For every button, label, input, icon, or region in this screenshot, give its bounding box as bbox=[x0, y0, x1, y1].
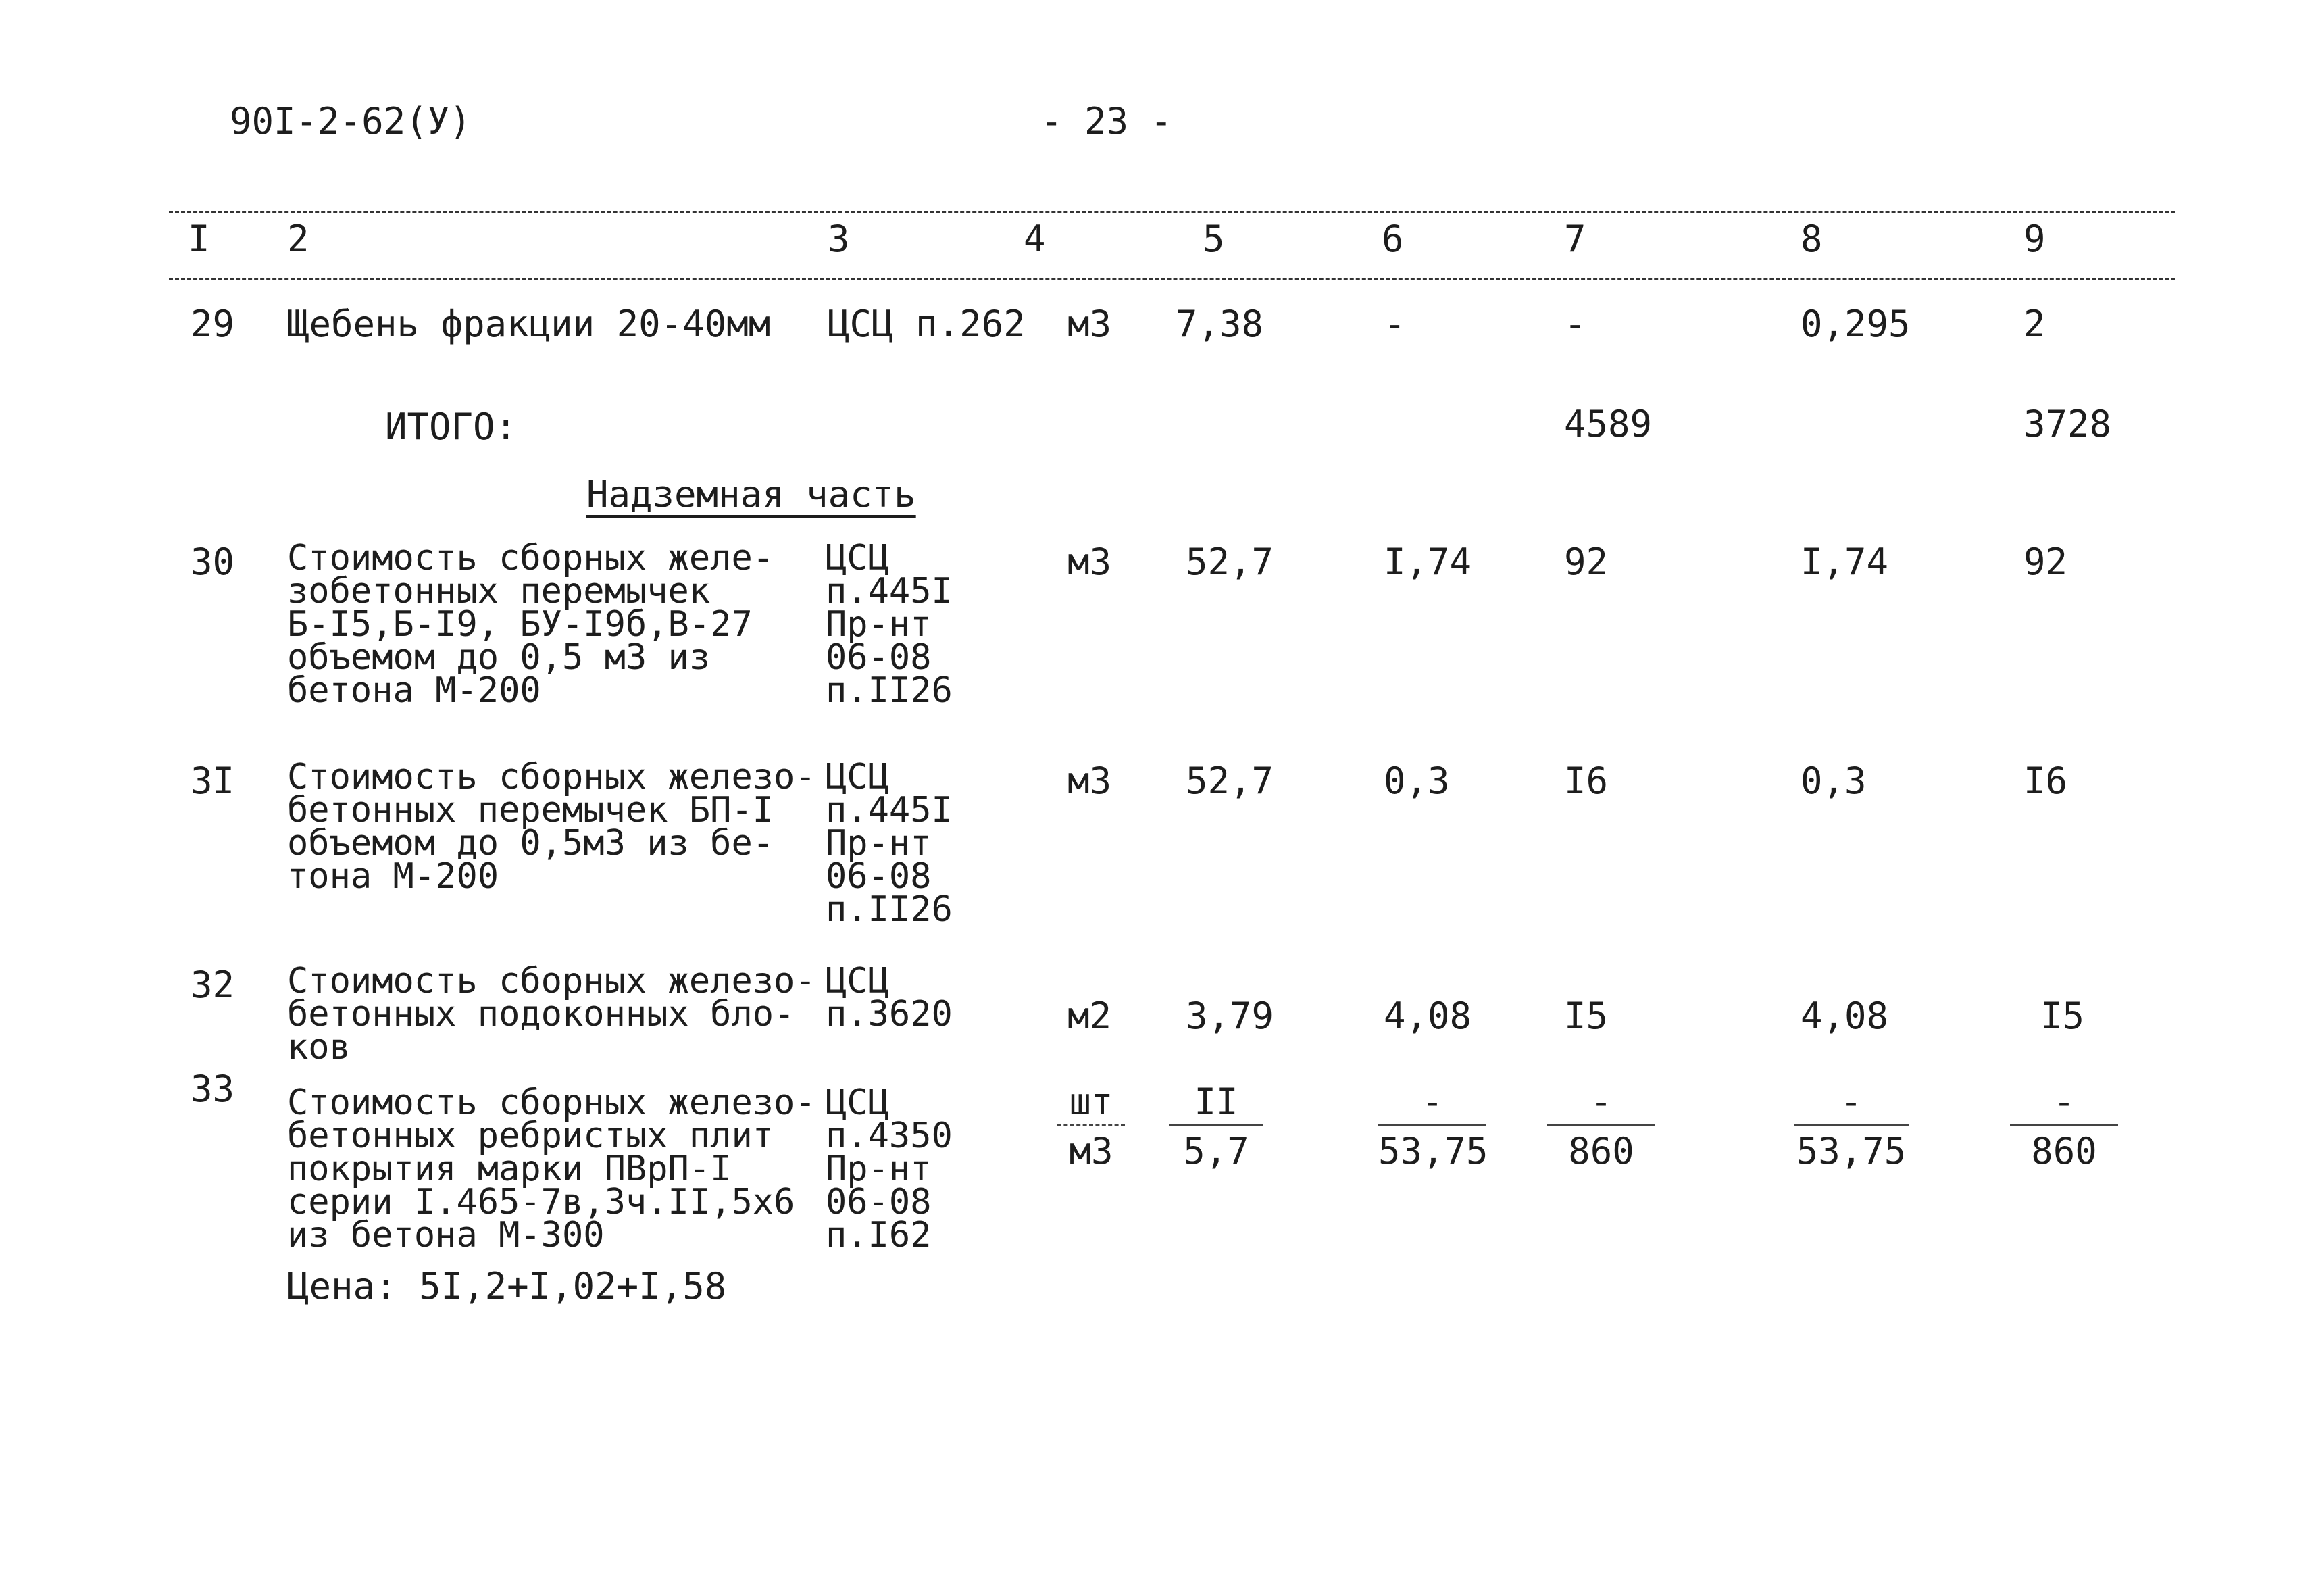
unit-fraction bbox=[1057, 1081, 1125, 1172]
total-col7: 4589 bbox=[1564, 403, 1653, 445]
col8-fraction bbox=[1794, 1081, 1909, 1172]
price-fraction bbox=[1169, 1081, 1263, 1172]
price-reference: ЦСЦ п.262 bbox=[828, 303, 1026, 345]
column-header-8: 8 bbox=[1801, 218, 1823, 260]
col9-value: 92 bbox=[2023, 541, 2068, 583]
price-top: II bbox=[1194, 1080, 1238, 1123]
table-header-rule bbox=[169, 278, 2175, 280]
unit-top: шт bbox=[1069, 1080, 1113, 1123]
col7-value: I6 bbox=[1564, 759, 1609, 802]
item-name: Стоимость сборных желе- зобетонных перемычек Б-I5,Б-I9, БУ-I9б,В-27 объемом до 0,5 м3 из бетона М-200 bbox=[287, 538, 774, 711]
col6-value: I,74 bbox=[1384, 541, 1472, 583]
page-number: - 23 - bbox=[1040, 100, 1173, 143]
price-reference: ЦСЦ п.445I Пр-нт 06-08 п.II26 bbox=[826, 757, 953, 930]
row-number: 33 bbox=[191, 1068, 235, 1110]
col8-value: 4,08 bbox=[1801, 995, 1889, 1037]
col9-value: I5 bbox=[2040, 995, 2085, 1037]
col6-bottom: 53,75 bbox=[1378, 1130, 1488, 1172]
fraction-bar bbox=[1547, 1124, 1655, 1126]
col8-value: 0,3 bbox=[1801, 759, 1867, 802]
col9-bottom: 860 bbox=[2031, 1130, 2097, 1172]
col9-top: - bbox=[2053, 1080, 2076, 1123]
price-reference: ЦСЦ п.445I Пр-нт 06-08 п.II26 bbox=[826, 538, 953, 711]
fraction-bar bbox=[1169, 1124, 1263, 1126]
item-name: Стоимость сборных железо- бетонных перемычек БП-I объемом до 0,5м3 из бе- тона М-200 bbox=[287, 757, 816, 897]
col6-value: 0,3 bbox=[1384, 759, 1450, 802]
row-number: 32 bbox=[191, 964, 235, 1006]
column-header-5: 5 bbox=[1203, 218, 1225, 260]
column-header-1: I bbox=[188, 218, 210, 260]
price-reference: ЦСЦ п.4350 Пр-нт 06-08 п.I62 bbox=[826, 1082, 953, 1255]
total-col9: 3728 bbox=[2023, 403, 2112, 445]
col6-value: 4,08 bbox=[1384, 995, 1472, 1037]
unit: м3 bbox=[1067, 541, 1112, 583]
unit-price: 7,38 bbox=[1176, 303, 1264, 345]
table-top-rule bbox=[169, 211, 2175, 213]
col9-fraction bbox=[2010, 1081, 2118, 1172]
unit-price: 52,7 bbox=[1186, 541, 1274, 583]
unit-bottom: м3 bbox=[1069, 1130, 1113, 1172]
col9-value: I6 bbox=[2023, 759, 2068, 802]
row-number: 3I bbox=[191, 759, 235, 802]
fraction-bar bbox=[1794, 1124, 1909, 1126]
col8-bottom: 53,75 bbox=[1796, 1130, 1907, 1172]
document-code: 90I-2-62(У) bbox=[230, 100, 472, 143]
row-number: 29 bbox=[191, 303, 235, 345]
col6-top: - bbox=[1421, 1080, 1444, 1123]
item-name: Стоимость сборных железо- бетонных подоконных бло- ков bbox=[287, 961, 816, 1068]
column-header-2: 2 bbox=[287, 218, 309, 260]
unit-price: 52,7 bbox=[1186, 759, 1274, 802]
item-name: Щебень фракции 20-40мм bbox=[287, 303, 771, 345]
row-number: 30 bbox=[191, 541, 235, 583]
unit: м3 bbox=[1067, 303, 1112, 345]
column-header-9: 9 bbox=[2023, 218, 2046, 260]
col8-top: - bbox=[1840, 1080, 1863, 1123]
fraction-bar bbox=[1057, 1124, 1125, 1126]
price-note: Цена: 5I,2+I,02+I,58 bbox=[287, 1265, 727, 1307]
column-header-6: 6 bbox=[1382, 218, 1404, 260]
column-header-7: 7 bbox=[1564, 218, 1586, 260]
column-header-3: 3 bbox=[828, 218, 850, 260]
price-bottom: 5,7 bbox=[1183, 1130, 1249, 1172]
fraction-bar bbox=[1378, 1124, 1486, 1126]
unit: м3 bbox=[1067, 759, 1112, 802]
unit-price: 3,79 bbox=[1186, 995, 1274, 1037]
col7-bottom: 860 bbox=[1568, 1130, 1634, 1172]
section-title: Надземная часть bbox=[586, 473, 916, 516]
col7-value: I5 bbox=[1564, 995, 1609, 1037]
col7-value: - bbox=[1564, 303, 1586, 345]
col8-value: 0,295 bbox=[1801, 303, 1911, 345]
column-header-4: 4 bbox=[1024, 218, 1046, 260]
col7-fraction bbox=[1547, 1081, 1655, 1172]
fraction-bar bbox=[2010, 1124, 2118, 1126]
total-label: ИТОГО: bbox=[385, 405, 518, 448]
col9-value: 2 bbox=[2023, 303, 2046, 345]
col8-value: I,74 bbox=[1801, 541, 1889, 583]
unit: м2 bbox=[1067, 995, 1112, 1037]
col6-value: - bbox=[1384, 303, 1406, 345]
col6-fraction bbox=[1378, 1081, 1486, 1172]
col7-value: 92 bbox=[1564, 541, 1609, 583]
item-name: Стоимость сборных железо- бетонных ребристых плит покрытия марки ПВрП-I серии I.465-7в,3ч.II,5х6 из бетона М-300 bbox=[287, 1082, 816, 1255]
price-reference: ЦСЦ п.3620 bbox=[826, 961, 953, 1034]
col7-top: - bbox=[1590, 1080, 1613, 1123]
